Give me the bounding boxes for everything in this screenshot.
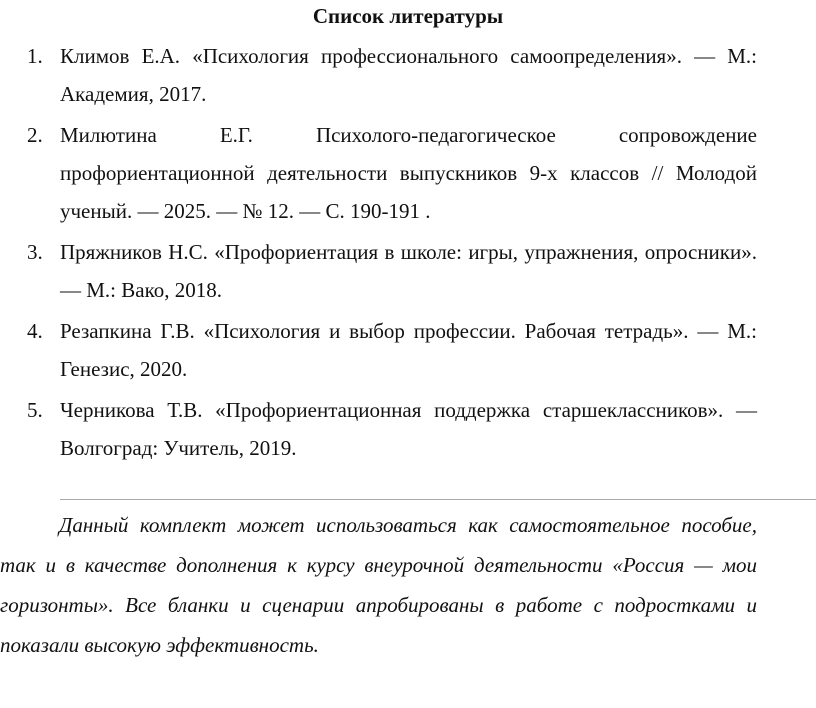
reference-item-4 — [0, 312, 757, 388]
reference-number: 2. — [27, 123, 43, 147]
reference-number: 5. — [27, 398, 43, 422]
reference-item-2 — [0, 116, 757, 230]
reference-number: 1. — [27, 44, 43, 68]
reference-text: Милютина Е.Г. Психолого-педагогическое сопровождение профориентационной деятельности выпускников 9-х классов // Молодой ученый. — 2025. — № 12. — С. 190-191 . — [60, 123, 757, 223]
section-divider — [60, 499, 816, 500]
page-title: Список литературы — [312, 4, 504, 28]
reference-number: 4. — [27, 319, 43, 343]
reference-number: 3. — [27, 240, 43, 264]
reference-text: Черникова Т.В. «Профориентационная поддержка старшеклассников». — Волгоград: Учитель, 2019. — [60, 398, 757, 460]
reference-item-3 — [0, 233, 757, 309]
closing-note: Данный комплект может использоваться как самостоятельное пособие, так и в качестве дополнения к курсу внеурочной деятельности «Россия — мои горизонты». Все бланки и сценарии апробированы в работе с подростками и показали высокую эффективность. — [0, 513, 757, 657]
reference-list — [0, 37, 816, 470]
reference-text: Пряжников Н.С. «Профориентация в школе: игры, упражнения, опросники». — М.: Вако, 2018. — [60, 240, 757, 302]
reference-text: Климов Е.А. «Психология профессионального самоопределения». — М.: Академия, 2017. — [60, 44, 757, 106]
reference-item-1 — [0, 37, 757, 113]
reference-text: Резапкина Г.В. «Психология и выбор профессии. Рабочая тетрадь». — М.: Генезис, 2020. — [60, 319, 757, 381]
reference-item-5 — [0, 391, 757, 467]
